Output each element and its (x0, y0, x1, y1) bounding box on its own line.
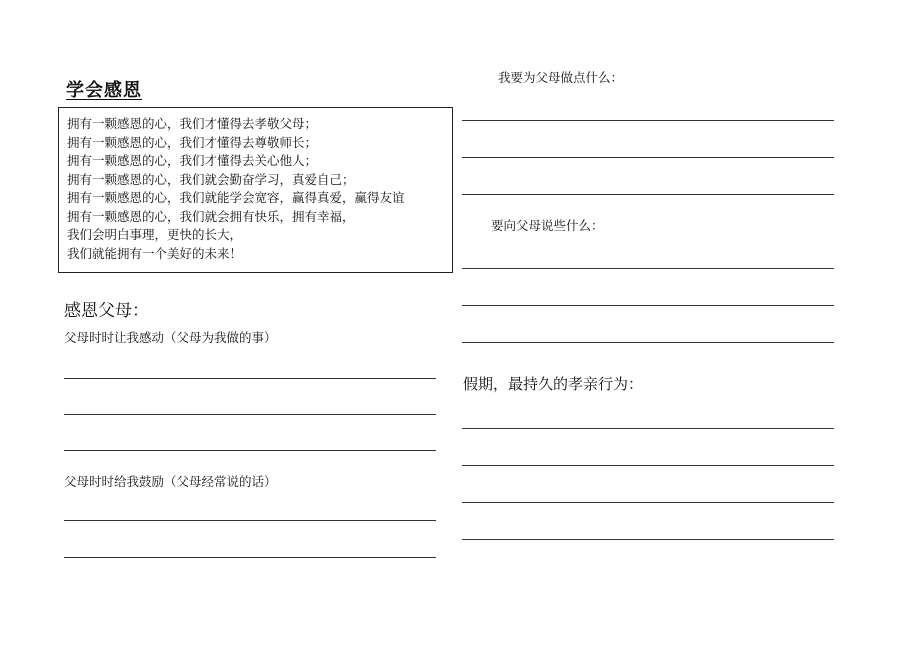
poem-box (58, 107, 453, 273)
answer-line[interactable] (462, 428, 834, 429)
poem-line: 我们会明白事理，更快的长大， (67, 227, 243, 242)
section-heading-holiday: 假期，最持久的孝亲行为： (463, 375, 644, 393)
answer-line[interactable] (462, 502, 834, 503)
answer-line[interactable] (64, 557, 436, 558)
answer-line[interactable] (462, 465, 834, 466)
prompt-say-to-parents: 要向父母说些什么： (491, 218, 604, 233)
page-title: 学会感恩 (66, 80, 142, 101)
answer-line[interactable] (64, 450, 436, 451)
answer-line[interactable] (462, 305, 834, 306)
answer-line[interactable] (462, 539, 834, 540)
poem-line: 拥有一颗感恩的心，我们就能学会宽容，赢得真爱，赢得友谊 (67, 190, 405, 205)
answer-line[interactable] (462, 342, 834, 343)
poem-line: 拥有一颗感恩的心，我们才懂得去关心他人； (67, 153, 318, 168)
answer-line[interactable] (64, 378, 436, 379)
poem-line: 拥有一颗感恩的心，我们就会勤奋学习，真爱自己； (67, 171, 355, 187)
answer-line[interactable] (462, 194, 834, 195)
poem-line: 我们就能拥有一个美好的未来！ (67, 245, 243, 261)
prompt-do-for-parents: 我要为父母做点什么： (498, 70, 624, 85)
answer-line[interactable] (64, 414, 436, 415)
section-heading-parents: 感恩父母： (64, 301, 149, 321)
prompt-touched: 父母时时让我感动（父母为我做的事） (64, 330, 277, 345)
answer-line[interactable] (462, 268, 834, 269)
poem-line: 拥有一颗感恩的心，我们就会拥有快乐，拥有幸福， (67, 208, 355, 224)
poem-line: 拥有一颗感恩的心，我们才懂得去尊敬师长； (67, 134, 318, 150)
answer-line[interactable] (462, 157, 834, 158)
prompt-encourage: 父母时时给我鼓励（父母经常说的话） (64, 474, 277, 489)
poem-line: 拥有一颗感恩的心，我们才懂得去孝敬父母； (67, 116, 318, 131)
answer-line[interactable] (462, 120, 834, 121)
answer-line[interactable] (64, 520, 436, 521)
